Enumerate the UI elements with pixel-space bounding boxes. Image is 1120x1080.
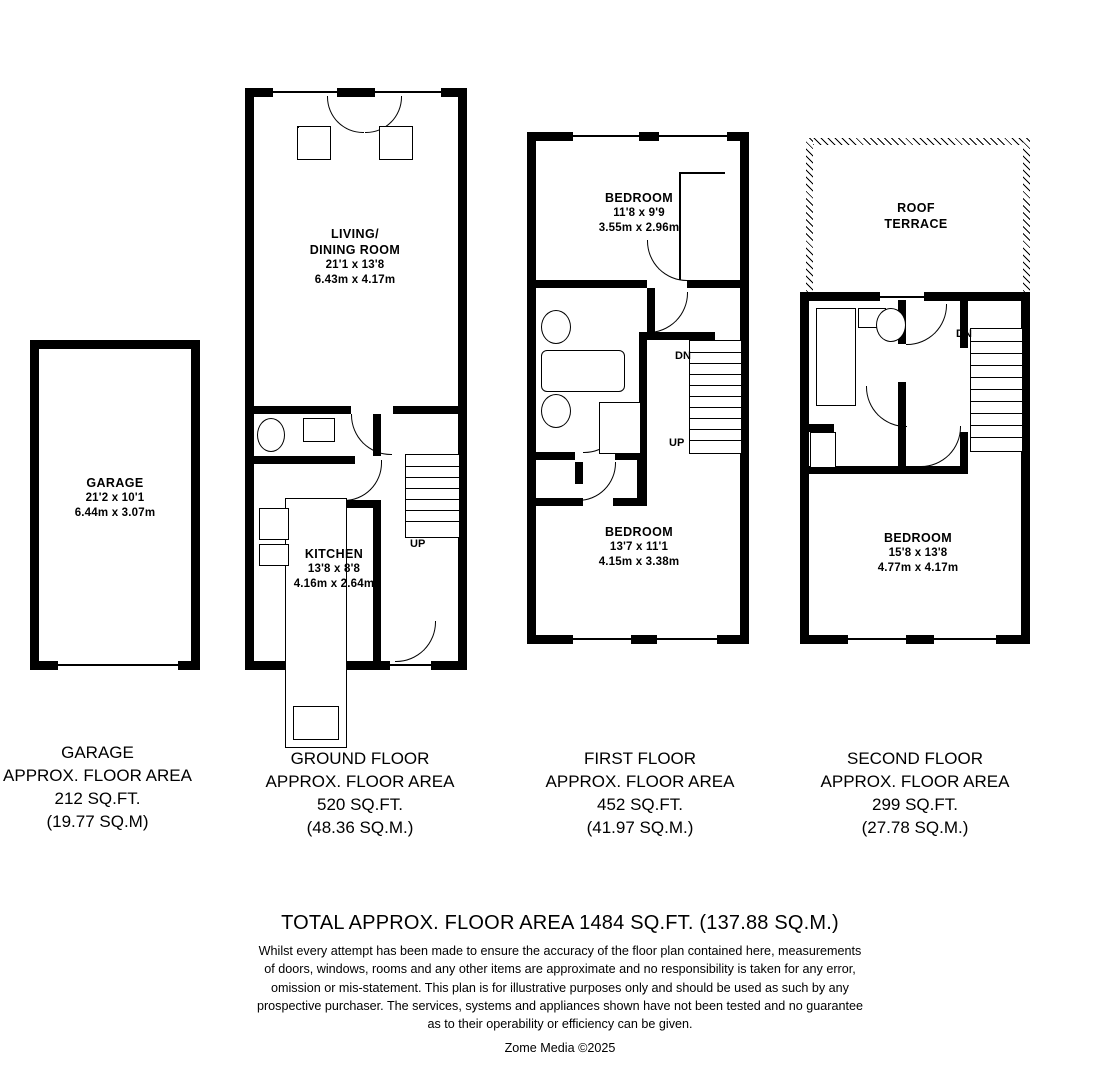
- vent-square: [379, 126, 413, 160]
- wall: [924, 292, 1030, 301]
- room-label-garage: [30, 475, 200, 520]
- wall: [960, 300, 968, 348]
- terrace-edge: [806, 138, 1030, 145]
- caption-line: 299 SQ.FT.: [872, 794, 958, 814]
- window: [573, 638, 631, 640]
- stair-direction-dn: DN: [675, 350, 691, 362]
- wall: [30, 340, 200, 349]
- shower-icon: [599, 402, 641, 454]
- wall: [393, 406, 467, 414]
- window: [573, 135, 639, 137]
- wall: [30, 661, 58, 670]
- room-dim-ft: 11'8 x 9'9: [613, 207, 665, 219]
- room-dim-ft: 21'2 x 10'1: [85, 492, 145, 504]
- credit: Zome Media ©2025: [504, 1041, 616, 1056]
- window: [390, 664, 431, 666]
- room-name: BEDROOM: [604, 191, 674, 205]
- wall: [800, 292, 880, 301]
- plan-first-floor: [527, 132, 749, 644]
- caption-line: GROUND FLOOR: [290, 749, 430, 768]
- wall: [458, 88, 467, 388]
- door-arc: [395, 621, 436, 662]
- window: [659, 135, 727, 137]
- room-dim-m: 3.55m x 2.96m: [598, 221, 680, 234]
- stair-direction-dn: DN: [956, 328, 972, 340]
- caption-line: (48.36 SQ.M.): [306, 817, 414, 837]
- door-arc: [327, 96, 364, 133]
- staircase: [405, 454, 460, 538]
- bathtub-icon: [541, 350, 625, 392]
- room-dim-m: 4.16m x 2.64m: [293, 577, 375, 590]
- hob-icon: [259, 508, 289, 540]
- caption-line: 520 SQ.FT.: [317, 794, 403, 814]
- room-name: BEDROOM: [604, 525, 674, 539]
- wall: [639, 332, 715, 340]
- caption-garage: [0, 742, 195, 834]
- wall: [996, 635, 1030, 644]
- sink-icon: [541, 310, 571, 344]
- room-name: BEDROOM: [883, 531, 953, 545]
- caption-line: (27.78 SQ.M.): [861, 817, 969, 837]
- vent-cross: [298, 127, 299, 128]
- wall: [343, 500, 381, 508]
- room-label-roof-terrace: [810, 200, 1022, 232]
- terrace-edge: [1023, 138, 1030, 298]
- wardrobe-line: [679, 172, 725, 174]
- door-arc: [866, 386, 907, 427]
- staircase: [689, 340, 742, 454]
- room-dim-m: 4.15m x 3.38m: [598, 555, 680, 568]
- wall: [527, 498, 583, 506]
- window: [934, 638, 996, 640]
- room-label-bedroom-2: [539, 524, 739, 569]
- window: [848, 638, 906, 640]
- staircase: [970, 328, 1023, 452]
- room-name-2: DINING ROOM: [309, 243, 401, 257]
- shower-icon: [816, 308, 856, 406]
- caption-line: SECOND FLOOR: [846, 749, 984, 768]
- toilet-icon: [541, 394, 571, 428]
- caption-ground-floor: [250, 748, 470, 840]
- room-label-bedroom-1: [539, 190, 739, 235]
- room-dim-ft: 15'8 x 13'8: [888, 547, 948, 559]
- footer: [0, 912, 1120, 1058]
- disclaimer-line: of doors, windows, rooms and any other items are approximate and no responsibility is taken for any error,: [264, 962, 856, 977]
- disclaimer-line: Whilst every attempt has been made to ensure the accuracy of the floor plan contained here, measurements: [258, 944, 862, 958]
- room-name: KITCHEN: [304, 547, 364, 561]
- door-arc: [647, 292, 688, 333]
- door-arc: [647, 240, 688, 281]
- cupboard: [810, 432, 836, 468]
- door-arc: [343, 460, 382, 501]
- caption-line: GARAGE: [61, 743, 134, 762]
- disclaimer-line: as to their operability or efficiency can be given.: [427, 1017, 693, 1031]
- door-arc: [906, 304, 947, 345]
- room-label-bedroom-3: [812, 530, 1024, 575]
- caption-line: APPROX. FLOOR AREA: [820, 771, 1010, 791]
- door-arc: [577, 462, 616, 501]
- wall: [245, 456, 355, 464]
- disclaimer-line: prospective purchaser. The services, systems and appliances shown have not been tested and no guarantee: [256, 998, 864, 1013]
- sink-icon: [303, 418, 335, 442]
- caption-line: (19.77 SQ.M): [46, 811, 149, 831]
- window: [657, 638, 717, 640]
- wall: [373, 414, 381, 456]
- plan-second-floor: [800, 132, 1030, 644]
- vent-square: [297, 126, 331, 160]
- room-dim-ft: 13'7 x 11'1: [609, 541, 669, 553]
- room-name-2: TERRACE: [884, 217, 948, 231]
- total-floor-area: TOTAL APPROX. FLOOR AREA 1484 SQ.FT. (137.88 SQ.M.): [281, 912, 839, 934]
- room-dim-m: 6.43m x 4.17m: [314, 273, 396, 286]
- caption-first-floor: [530, 748, 750, 840]
- toilet-icon: [257, 418, 285, 452]
- plan-ground-floor: [245, 88, 467, 670]
- wall: [631, 635, 657, 644]
- room-name: LIVING/: [331, 227, 379, 241]
- room-dim-m: 6.44m x 3.07m: [74, 506, 156, 519]
- wall: [527, 132, 536, 644]
- wall: [527, 280, 647, 288]
- wall: [800, 424, 834, 432]
- wall: [613, 498, 647, 506]
- caption-line: APPROX. FLOOR AREA: [3, 765, 192, 785]
- door-arc: [351, 414, 392, 455]
- wall: [906, 635, 934, 644]
- wall: [717, 635, 749, 644]
- garage-door-opening: [58, 664, 178, 666]
- stair-direction-up: UP: [410, 538, 426, 550]
- room-dim-ft: 21'1 x 13'8: [325, 259, 385, 271]
- caption-line: 212 SQ.FT.: [54, 788, 141, 808]
- window: [375, 91, 441, 93]
- wall: [178, 661, 200, 670]
- wall: [800, 635, 848, 644]
- stair-direction-up: UP: [669, 437, 685, 449]
- caption-line: 452 SQ.FT.: [597, 794, 683, 814]
- wall: [906, 466, 968, 474]
- caption-line: APPROX. FLOOR AREA: [265, 771, 455, 791]
- wall: [527, 635, 573, 644]
- room-label-living-dining: [255, 226, 455, 287]
- room-name: GARAGE: [86, 476, 144, 490]
- room-name: ROOF: [897, 201, 935, 215]
- wall: [687, 280, 749, 288]
- window: [273, 91, 337, 93]
- wall: [527, 452, 575, 460]
- toilet-icon: [876, 308, 906, 342]
- disclaimer-line: omission or mis-statement. This plan is for illustrative purposes only and should be used as such by any: [271, 980, 849, 995]
- door-arc: [920, 426, 961, 467]
- wall: [527, 462, 536, 490]
- wall: [431, 661, 467, 670]
- caption-line: FIRST FLOOR: [583, 749, 697, 768]
- room-dim-m: 4.77m x 4.17m: [877, 561, 959, 574]
- caption-second-floor: [805, 748, 1025, 840]
- appliance-icon: [293, 706, 339, 740]
- caption-line: APPROX. FLOOR AREA: [545, 771, 735, 791]
- wall: [639, 132, 659, 141]
- caption-line: (41.97 SQ.M.): [586, 817, 694, 837]
- wall: [245, 406, 351, 414]
- plan-garage: [30, 340, 200, 670]
- room-dim-ft: 13'8 x 8'8: [307, 563, 361, 575]
- wall: [245, 88, 254, 670]
- room-label-kitchen: [269, 546, 399, 591]
